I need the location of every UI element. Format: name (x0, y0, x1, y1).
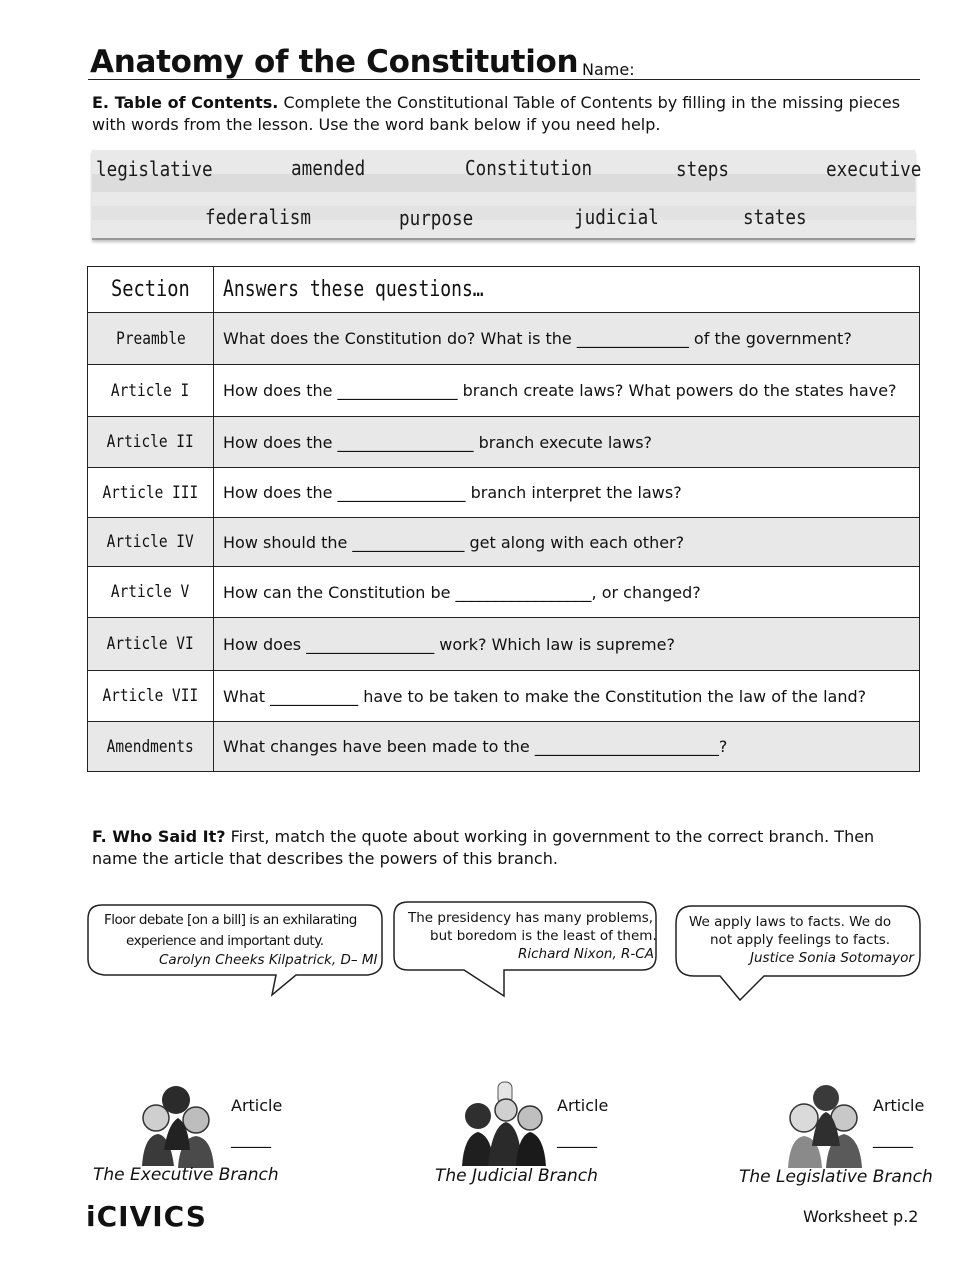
name-label: Name: (582, 60, 635, 79)
quote-line: but boredom is the least of them. (430, 928, 657, 944)
section-e-heading: E. Table of Contents. (92, 93, 279, 112)
column-header-questions: Answers these questions… (214, 267, 920, 313)
section-f-instructions (92, 826, 922, 870)
quote-author: Justice Sonia Sotomayor (750, 950, 914, 966)
table-row (88, 671, 920, 722)
question-cell[interactable]: How does the _______________ branch create laws? What powers do the states have? (214, 365, 920, 417)
section-f-text: First, match the quote about working in government to the correct branch. Then name the article that describes the powers of this branch. (92, 827, 875, 868)
question-cell[interactable]: How can the Constitution be _________________, or changed? (214, 567, 920, 618)
word-bank-item: purpose (399, 206, 474, 230)
quote-bubble (674, 904, 922, 1004)
section-cell: Amendments (88, 722, 214, 772)
branch-name: The Judicial Branch (435, 1166, 598, 1186)
word-bank-item: federalism (205, 205, 311, 229)
section-cell: Article IV (88, 518, 214, 567)
quote-bubble (392, 900, 660, 1000)
word-bank (92, 150, 922, 240)
branch-name: The Executive Branch (93, 1165, 279, 1185)
quote-bubble (86, 903, 386, 999)
section-e-text: Complete the Constitutional Table of Contents by filling in the missing pieces with words from the lesson. Use the word bank below if you need help. (92, 93, 901, 134)
quote-line: Floor debate [on a bill] is an exhilarating (104, 912, 357, 928)
section-cell: Article I (88, 365, 214, 417)
executive-group-icon (134, 1080, 224, 1170)
table-row (88, 618, 920, 671)
question-cell[interactable]: What does the Constitution do? What is the ______________ of the government? (214, 313, 920, 365)
table-row (88, 567, 920, 618)
icivics-logo: iCIVICS (86, 1200, 207, 1233)
word-bank-item: legislative (96, 157, 213, 181)
quote-line: experience and important duty. (126, 933, 324, 949)
quote-line: not apply feelings to facts. (710, 932, 891, 948)
page-number: Worksheet p.2 (803, 1207, 919, 1226)
section-e-instructions (92, 92, 922, 136)
table-header-row (88, 267, 920, 313)
judicial-group-icon (458, 1080, 550, 1170)
table-row (88, 417, 920, 468)
page-title: Anatomy of the Constitution (90, 44, 579, 80)
quote-line: The presidency has many problems, (408, 910, 654, 926)
article-label: Article (231, 1096, 283, 1115)
question-cell[interactable]: How should the ______________ get along with each other? (214, 518, 920, 567)
section-cell: Article VI (88, 618, 214, 671)
question-cell[interactable]: How does the ________________ branch interpret the laws? (214, 468, 920, 518)
question-cell[interactable]: How does the _________________ branch execute laws? (214, 417, 920, 468)
name-line[interactable] (88, 79, 920, 80)
question-cell[interactable]: What ___________ have to be taken to make the Constitution the law of the land? (214, 671, 920, 722)
section-cell: Article VII (88, 671, 214, 722)
table-row (88, 722, 920, 772)
table-row (88, 518, 920, 567)
word-bank-item: Constitution (465, 156, 593, 180)
table-row (88, 468, 920, 518)
article-answer-blank[interactable]: _____ (557, 1129, 597, 1148)
section-cell: Article V (88, 567, 214, 618)
quote-line: We apply laws to facts. We do (689, 914, 892, 930)
word-bank-item: amended (291, 156, 366, 180)
column-header-section: Section (88, 267, 214, 313)
section-cell: Article III (88, 468, 214, 518)
word-bank-item: executive (826, 157, 922, 181)
table-row (88, 313, 920, 365)
article-label: Article (557, 1096, 609, 1115)
question-cell[interactable]: What changes have been made to the _______________________? (214, 722, 920, 772)
table-of-contents (87, 266, 920, 772)
article-label: Article (873, 1096, 925, 1115)
question-cell[interactable]: How does ________________ work? Which law is supreme? (214, 618, 920, 671)
quote-author: Carolyn Cheeks Kilpatrick, D– MI (159, 952, 378, 968)
legislative-group-icon (782, 1080, 872, 1170)
table-row (88, 365, 920, 417)
word-bank-item: states (743, 205, 807, 229)
quote-author: Richard Nixon, R-CA (518, 946, 654, 962)
section-cell: Preamble (88, 313, 214, 365)
word-bank-item: judicial (574, 205, 659, 229)
branch-name: The Legislative Branch (739, 1167, 933, 1187)
word-bank-item: steps (676, 157, 729, 181)
section-cell: Article II (88, 417, 214, 468)
article-answer-blank[interactable]: _____ (231, 1129, 271, 1148)
article-answer-blank[interactable]: _____ (873, 1129, 913, 1148)
section-f-heading: F. Who Said It? (92, 827, 226, 846)
